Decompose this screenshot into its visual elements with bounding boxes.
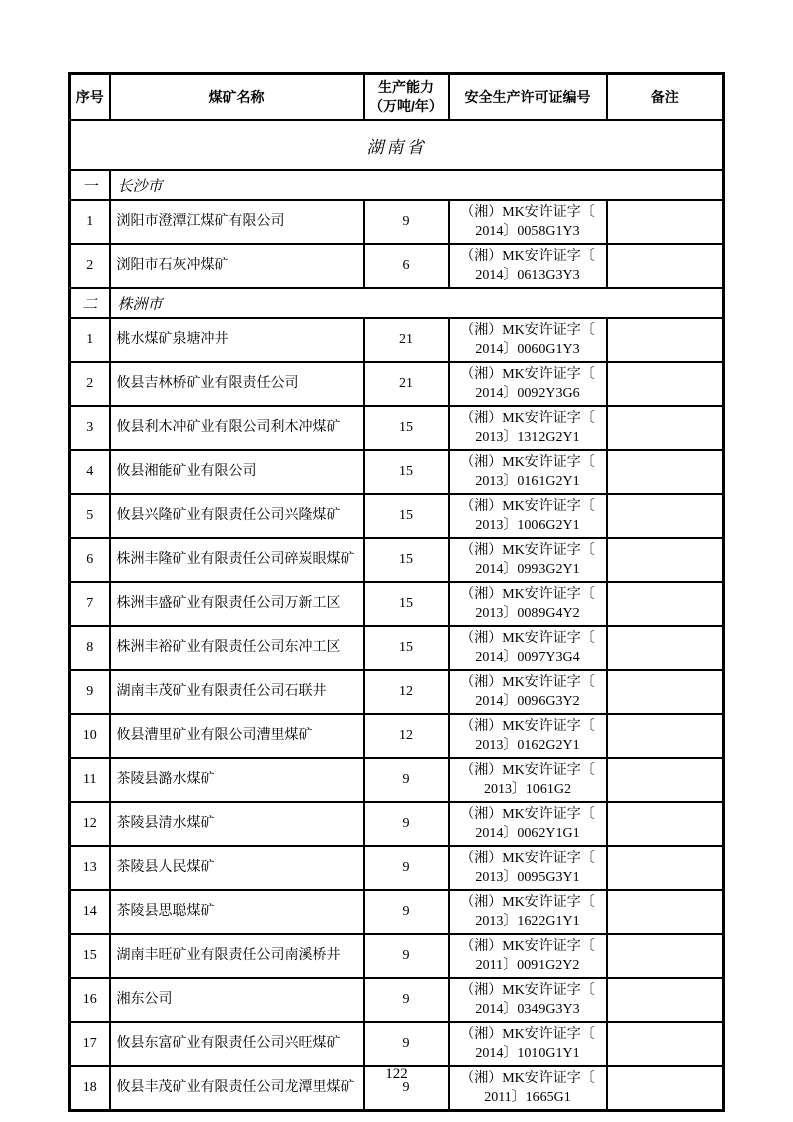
row-number-cell: 15 [70, 934, 110, 978]
permit-cell [449, 318, 607, 362]
capacity-cell: 12 [364, 670, 449, 714]
permit-cell [449, 670, 607, 714]
permit-line2: 2014〕0613G3Y3 [475, 268, 580, 283]
note-cell [607, 538, 724, 582]
permit-line2: 2014〕0060G1Y3 [475, 342, 580, 357]
permit-cell [449, 802, 607, 846]
table-row [70, 582, 724, 626]
row-number-cell: 16 [70, 978, 110, 1022]
permit-cell [449, 494, 607, 538]
note-cell [607, 714, 724, 758]
capacity-cell: 9 [364, 1066, 449, 1111]
note-cell [607, 200, 724, 244]
permit-line1: （湘）MK安许证字〔 [460, 587, 595, 602]
table-row [70, 1022, 724, 1066]
table-row [70, 538, 724, 582]
capacity-cell: 6 [364, 244, 449, 288]
note-cell [607, 846, 724, 890]
mine-name-cell: 株洲丰裕矿业有限责任公司东冲工区 [110, 626, 364, 670]
capacity-cell: 9 [364, 1022, 449, 1066]
table-row [70, 670, 724, 714]
row-number-cell: 1 [70, 200, 110, 244]
permit-line2: 2011〕0091G2Y2 [475, 958, 580, 973]
capacity-cell: 15 [364, 406, 449, 450]
permit-line1: （湘）MK安许证字〔 [460, 895, 595, 910]
permit-line2: 2013〕0095G3Y1 [475, 870, 580, 885]
row-number-cell: 8 [70, 626, 110, 670]
mine-name-cell: 桃水煤矿泉塘冲井 [110, 318, 364, 362]
mine-name-cell: 攸县丰茂矿业有限责任公司龙潭里煤矿 [110, 1066, 364, 1111]
note-cell [607, 890, 724, 934]
permit-line2: 2013〕0089G4Y2 [475, 606, 580, 621]
note-cell [607, 1022, 724, 1066]
mine-name-cell: 茶陵县潞水煤矿 [110, 758, 364, 802]
header-capacity-line2: （万吨/年） [369, 98, 443, 114]
note-cell [607, 934, 724, 978]
permit-line2: 2013〕1061G2 [483, 782, 572, 797]
permit-cell [449, 450, 607, 494]
permit-line2: 2013〕1006G2Y1 [475, 518, 580, 533]
permit-line1: （湘）MK安许证字〔 [460, 719, 595, 734]
header-capacity [364, 74, 449, 121]
permit-cell [449, 890, 607, 934]
row-number-cell: 10 [70, 714, 110, 758]
table-row [70, 200, 724, 244]
mine-name-cell: 攸县漕里矿业有限公司漕里煤矿 [110, 714, 364, 758]
city-name: 株洲市 [110, 288, 724, 318]
mine-name-cell: 株洲丰盛矿业有限责任公司万新工区 [110, 582, 364, 626]
permit-line1: （湘）MK安许证字〔 [460, 249, 595, 264]
city-row [70, 288, 724, 318]
capacity-cell: 15 [364, 450, 449, 494]
table-row [70, 450, 724, 494]
permit-cell [449, 538, 607, 582]
table-row [70, 714, 724, 758]
mine-name-cell: 湖南丰茂矿业有限责任公司石联井 [110, 670, 364, 714]
permit-line1: （湘）MK安许证字〔 [460, 367, 595, 382]
page-number: 122 [385, 1066, 408, 1082]
mine-name-cell: 攸县东富矿业有限责任公司兴旺煤矿 [110, 1022, 364, 1066]
city-index: 一 [70, 170, 110, 200]
row-number-cell: 6 [70, 538, 110, 582]
capacity-cell: 15 [364, 494, 449, 538]
permit-line2: 2013〕0162G2Y1 [475, 738, 580, 753]
table-row [70, 758, 724, 802]
note-cell [607, 244, 724, 288]
capacity-cell: 15 [364, 582, 449, 626]
capacity-cell: 9 [364, 758, 449, 802]
permit-cell [449, 934, 607, 978]
capacity-cell: 9 [364, 200, 449, 244]
note-cell [607, 582, 724, 626]
mine-name-cell: 攸县湘能矿业有限公司 [110, 450, 364, 494]
permit-cell [449, 362, 607, 406]
permit-line2: 2013〕1622G1Y1 [475, 914, 580, 929]
permit-line2: 2013〕1312G2Y1 [475, 430, 580, 445]
province-title: 湖南省 [70, 120, 724, 170]
row-number-cell: 13 [70, 846, 110, 890]
row-number-cell: 7 [70, 582, 110, 626]
row-number-cell: 2 [70, 244, 110, 288]
permit-line2: 2014〕0349G3Y3 [475, 1002, 580, 1017]
mine-name-cell: 攸县利木冲矿业有限公司利木冲煤矿 [110, 406, 364, 450]
permit-line1: （湘）MK安许证字〔 [460, 675, 595, 690]
permit-line2: 2014〕0096G3Y2 [475, 694, 580, 709]
city-name: 长沙市 [110, 170, 724, 200]
permit-line2: 2014〕0097Y3G4 [475, 650, 580, 665]
header-mine-name: 煤矿名称 [110, 74, 364, 121]
table-row [70, 890, 724, 934]
note-cell [607, 362, 724, 406]
table-row [70, 978, 724, 1022]
note-cell [607, 626, 724, 670]
note-cell [607, 802, 724, 846]
permit-line2: 2013〕0161G2Y1 [475, 474, 580, 489]
note-cell [607, 406, 724, 450]
permit-line1: （湘）MK安许证字〔 [460, 631, 595, 646]
mine-name-cell: 浏阳市石灰冲煤矿 [110, 244, 364, 288]
row-number-cell: 9 [70, 670, 110, 714]
permit-cell [449, 406, 607, 450]
permit-line1: （湘）MK安许证字〔 [460, 807, 595, 822]
table-row [70, 846, 724, 890]
permit-cell [449, 582, 607, 626]
capacity-cell: 9 [364, 846, 449, 890]
permit-line1: （湘）MK安许证字〔 [460, 499, 595, 514]
row-number-cell: 18 [70, 1066, 110, 1111]
mine-name-cell: 攸县兴隆矿业有限责任公司兴隆煤矿 [110, 494, 364, 538]
permit-line1: （湘）MK安许证字〔 [460, 411, 595, 426]
note-cell [607, 670, 724, 714]
mine-name-cell: 茶陵县清水煤矿 [110, 802, 364, 846]
permit-line1: （湘）MK安许证字〔 [460, 763, 595, 778]
table-row [70, 244, 724, 288]
permit-cell [449, 626, 607, 670]
capacity-cell: 12 [364, 714, 449, 758]
table-header-row [70, 74, 724, 121]
row-number-cell: 3 [70, 406, 110, 450]
table-row [70, 494, 724, 538]
row-number-cell: 5 [70, 494, 110, 538]
capacity-cell: 9 [364, 978, 449, 1022]
permit-line1: （湘）MK安许证字〔 [460, 1071, 595, 1086]
table-row [70, 934, 724, 978]
capacity-cell: 9 [364, 802, 449, 846]
permit-cell [449, 244, 607, 288]
mine-name-cell: 浏阳市澄潭江煤矿有限公司 [110, 200, 364, 244]
row-number-cell: 1 [70, 318, 110, 362]
capacity-cell: 21 [364, 362, 449, 406]
header-note: 备注 [607, 74, 724, 121]
header-num: 序号 [70, 74, 110, 121]
capacity-cell: 15 [364, 626, 449, 670]
permit-line1: （湘）MK安许证字〔 [460, 543, 595, 558]
header-permit: 安全生产许可证编号 [449, 74, 607, 121]
mine-name-cell: 株洲丰隆矿业有限责任公司碎炭眼煤矿 [110, 538, 364, 582]
permit-line2: 2014〕0993G2Y1 [475, 562, 580, 577]
city-row [70, 170, 724, 200]
capacity-cell: 9 [364, 890, 449, 934]
province-row [70, 120, 724, 170]
mine-name-cell: 茶陵县思聪煤矿 [110, 890, 364, 934]
row-number-cell: 17 [70, 1022, 110, 1066]
table-row [70, 318, 724, 362]
row-number-cell: 4 [70, 450, 110, 494]
table-row [70, 802, 724, 846]
note-cell [607, 758, 724, 802]
permit-line1: （湘）MK安许证字〔 [460, 323, 595, 338]
permit-cell [449, 846, 607, 890]
table-row [70, 406, 724, 450]
permit-cell [449, 758, 607, 802]
city-index: 二 [70, 288, 110, 318]
permit-line1: （湘）MK安许证字〔 [460, 939, 595, 954]
row-number-cell: 14 [70, 890, 110, 934]
note-cell [607, 450, 724, 494]
table-row [70, 362, 724, 406]
coal-mine-table [68, 72, 725, 1112]
permit-line1: （湘）MK安许证字〔 [460, 851, 595, 866]
mine-name-cell: 茶陵县人民煤矿 [110, 846, 364, 890]
permit-line2: 2014〕0092Y3G6 [475, 386, 580, 401]
capacity-cell: 9 [364, 934, 449, 978]
row-number-cell: 12 [70, 802, 110, 846]
permit-line1: （湘）MK安许证字〔 [460, 983, 595, 998]
permit-line2: 2011〕1665G1 [484, 1090, 571, 1105]
permit-line2: 2014〕1010G1Y1 [475, 1046, 580, 1061]
mine-name-cell: 湖南丰旺矿业有限责任公司南溪桥井 [110, 934, 364, 978]
permit-line1: （湘）MK安许证字〔 [460, 205, 595, 220]
note-cell [607, 494, 724, 538]
mine-name-cell: 湘东公司 [110, 978, 364, 1022]
permit-cell [449, 200, 607, 244]
header-capacity-line1: 生产能力 [378, 79, 434, 95]
row-number-cell: 2 [70, 362, 110, 406]
permit-line1: （湘）MK安许证字〔 [460, 1027, 595, 1042]
table-row [70, 626, 724, 670]
permit-cell [449, 714, 607, 758]
permit-cell [449, 978, 607, 1022]
permit-line1: （湘）MK安许证字〔 [460, 455, 595, 470]
permit-line2: 2014〕0062Y1G1 [475, 826, 580, 841]
capacity-cell: 21 [364, 318, 449, 362]
permit-line2: 2014〕0058G1Y3 [475, 224, 580, 239]
permit-cell [449, 1022, 607, 1066]
note-cell [607, 978, 724, 1022]
capacity-cell: 15 [364, 538, 449, 582]
mine-name-cell: 攸县吉林桥矿业有限责任公司 [110, 362, 364, 406]
row-number-cell: 11 [70, 758, 110, 802]
note-cell [607, 318, 724, 362]
coal-mine-table-container [68, 72, 725, 1112]
